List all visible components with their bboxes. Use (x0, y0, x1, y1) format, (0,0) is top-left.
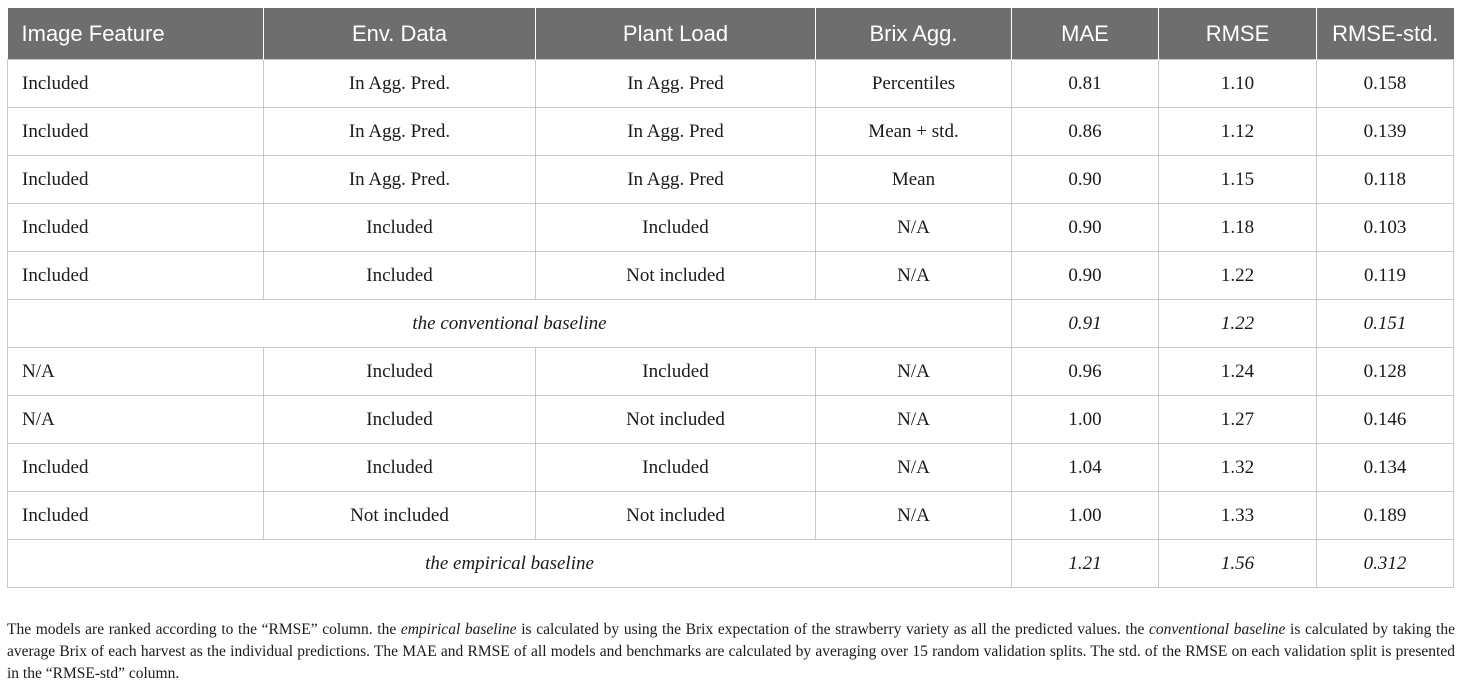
cell-image-feature: Included (8, 444, 264, 492)
col-header-env-data: Env. Data (264, 8, 536, 60)
cell-mae: 1.00 (1012, 396, 1159, 444)
table-row (8, 156, 1454, 204)
col-header-rmse-std: RMSE-std. (1317, 8, 1454, 60)
cell-rmse: 1.56 (1159, 540, 1317, 588)
caption-text: is calculated by using the Brix expectation of the strawberry variety as all the predicted values. the (516, 620, 1150, 638)
table-row (8, 348, 1454, 396)
cell-env-data: In Agg. Pred. (264, 108, 536, 156)
cell-brix-agg: N/A (816, 204, 1012, 252)
cell-mae: 0.96 (1012, 348, 1159, 396)
cell-rmse-std: 0.103 (1317, 204, 1454, 252)
table-row (8, 252, 1454, 300)
col-header-image-feature: Image Feature (8, 8, 264, 60)
cell-mae: 1.04 (1012, 444, 1159, 492)
cell-plant-load: Included (536, 204, 816, 252)
cell-image-feature: Included (8, 204, 264, 252)
cell-plant-load: In Agg. Pred (536, 108, 816, 156)
cell-rmse: 1.33 (1159, 492, 1317, 540)
cell-rmse-std: 0.189 (1317, 492, 1454, 540)
cell-env-data: Included (264, 444, 536, 492)
cell-brix-agg: N/A (816, 252, 1012, 300)
cell-rmse-std: 0.118 (1317, 156, 1454, 204)
caption-emphasis: empirical baseline (400, 620, 517, 638)
col-header-mae: MAE (1012, 8, 1159, 60)
cell-rmse: 1.24 (1159, 348, 1317, 396)
cell-env-data: Not included (264, 492, 536, 540)
cell-rmse: 1.27 (1159, 396, 1317, 444)
cell-rmse-std: 0.119 (1317, 252, 1454, 300)
cell-plant-load: Included (536, 348, 816, 396)
cell-image-feature: Included (8, 492, 264, 540)
cell-plant-load: In Agg. Pred (536, 60, 816, 108)
cell-brix-agg: Mean (816, 156, 1012, 204)
col-header-brix-agg: Brix Agg. (816, 8, 1012, 60)
cell-brix-agg: N/A (816, 444, 1012, 492)
cell-rmse-std: 0.128 (1317, 348, 1454, 396)
table-header-row (8, 8, 1454, 60)
cell-rmse: 1.12 (1159, 108, 1317, 156)
cell-rmse: 1.22 (1159, 252, 1317, 300)
cell-rmse: 1.32 (1159, 444, 1317, 492)
cell-rmse-std: 0.134 (1317, 444, 1454, 492)
cell-plant-load: Not included (536, 396, 816, 444)
cell-mae: 0.90 (1012, 204, 1159, 252)
cell-rmse: 1.22 (1159, 300, 1317, 348)
cell-mae: 0.86 (1012, 108, 1159, 156)
cell-image-feature: N/A (8, 348, 264, 396)
cell-plant-load: Not included (536, 492, 816, 540)
table-row (8, 492, 1454, 540)
cell-plant-load: Included (536, 444, 816, 492)
cell-rmse-std: 0.151 (1317, 300, 1454, 348)
cell-image-feature: Included (8, 108, 264, 156)
cell-brix-agg: Mean + std. (816, 108, 1012, 156)
cell-mae: 0.81 (1012, 60, 1159, 108)
table-row (8, 204, 1454, 252)
cell-brix-agg: N/A (816, 396, 1012, 444)
table-caption (7, 619, 1455, 685)
cell-env-data: Included (264, 252, 536, 300)
results-table (7, 8, 1454, 588)
cell-plant-load: In Agg. Pred (536, 156, 816, 204)
cell-env-data: Included (264, 396, 536, 444)
cell-rmse: 1.10 (1159, 60, 1317, 108)
baseline-label: the empirical baseline (8, 540, 1012, 588)
cell-rmse-std: 0.146 (1317, 396, 1454, 444)
cell-image-feature: Included (8, 156, 264, 204)
table-row (8, 396, 1454, 444)
cell-mae: 0.90 (1012, 252, 1159, 300)
cell-mae: 0.90 (1012, 156, 1159, 204)
col-header-rmse: RMSE (1159, 8, 1317, 60)
cell-env-data: Included (264, 204, 536, 252)
cell-image-feature: Included (8, 252, 264, 300)
cell-env-data: Included (264, 348, 536, 396)
caption-emphasis: conventional baseline (1149, 620, 1286, 638)
cell-env-data: In Agg. Pred. (264, 60, 536, 108)
cell-rmse-std: 0.139 (1317, 108, 1454, 156)
baseline-row-conventional (8, 300, 1454, 348)
cell-rmse: 1.18 (1159, 204, 1317, 252)
cell-rmse: 1.15 (1159, 156, 1317, 204)
results-table-container (7, 8, 1453, 588)
cell-rmse-std: 0.312 (1317, 540, 1454, 588)
baseline-label: the conventional baseline (8, 300, 1012, 348)
cell-mae: 1.21 (1012, 540, 1159, 588)
baseline-row-empirical (8, 540, 1454, 588)
caption-text: The models are ranked according to the “RMSE” column. the (7, 620, 401, 638)
cell-image-feature: N/A (8, 396, 264, 444)
cell-plant-load: Not included (536, 252, 816, 300)
cell-rmse-std: 0.158 (1317, 60, 1454, 108)
cell-env-data: In Agg. Pred. (264, 156, 536, 204)
table-row (8, 60, 1454, 108)
cell-mae: 1.00 (1012, 492, 1159, 540)
cell-brix-agg: N/A (816, 492, 1012, 540)
table-row (8, 108, 1454, 156)
caption-text: is calculated by taking the average Brix of each harvest as the individual predictions. The MAE and RMSE of all models and benchmarks are calculated by averaging over 15 random validation splits. The std. of the RMSE on each validation split is presented in the “RMSE-std” column. (7, 620, 1455, 682)
cell-mae: 0.91 (1012, 300, 1159, 348)
cell-image-feature: Included (8, 60, 264, 108)
col-header-plant-load: Plant Load (536, 8, 816, 60)
table-row (8, 444, 1454, 492)
cell-brix-agg: Percentiles (816, 60, 1012, 108)
cell-brix-agg: N/A (816, 348, 1012, 396)
